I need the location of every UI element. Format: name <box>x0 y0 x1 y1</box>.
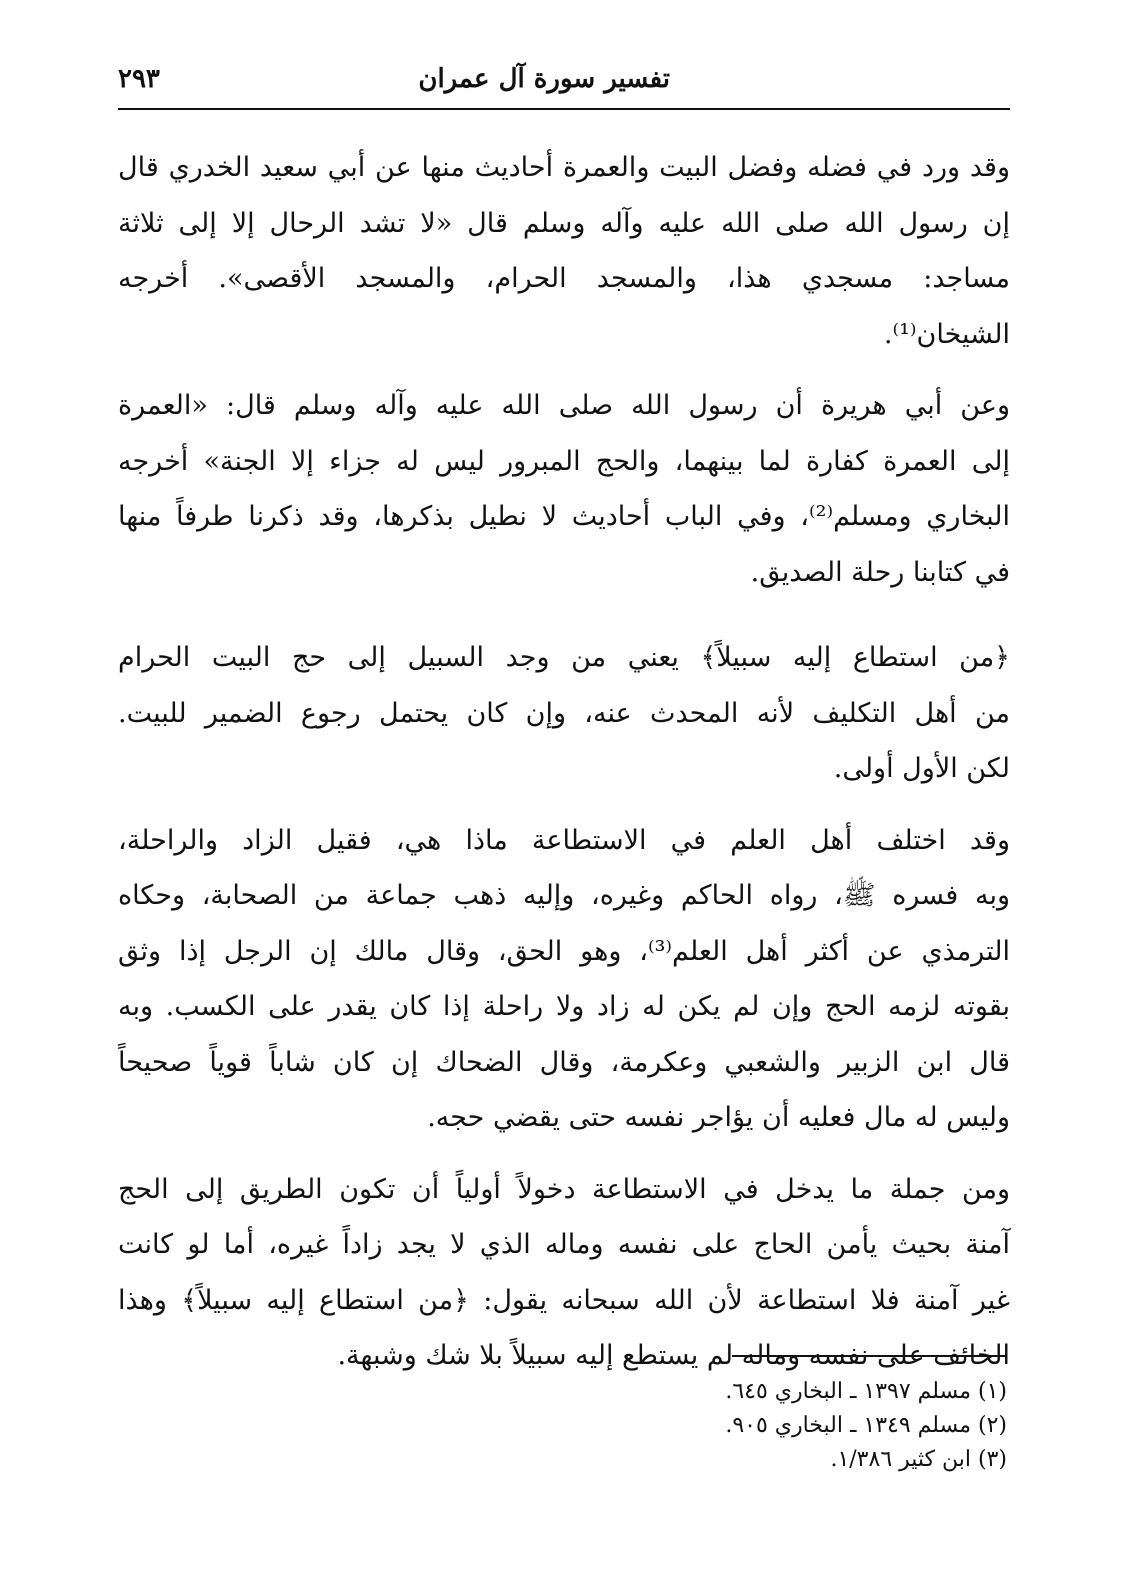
paragraph-3 <box>118 630 1010 797</box>
page-number: ٢٩٣ <box>118 64 160 94</box>
text-line: في كتابنا رحلة الصديق. <box>750 556 1010 588</box>
paragraph-1 <box>118 140 1010 362</box>
text-line: قال ابن الزبير والشعبي وعكرمة، وقال الضحاك إن كان شاباً قوياً صحيحاً <box>118 1046 1010 1078</box>
text-line: وقد ورد في فضله وفضل البيت والعمرة أحاديث منها عن أبي سعيد الخدري قال <box>118 152 1010 183</box>
text-line: ومن جملة ما يدخل في الاستطاعة دخولاً أولياً أن تكون الطريق إلى الحج <box>118 1173 1010 1205</box>
text-line: وليس له مال فعليه أن يؤاجر نفسه حتى يقضي حجه. <box>427 1102 1010 1133</box>
footnote-1: (١) مسلم ١٣٩٧ ـ البخاري ٦٤٥. <box>725 1379 1007 1404</box>
footnotes <box>507 1375 1007 1477</box>
text-line: إلى العمرة كفارة لما بينهما، والحج المبرور ليس له جزاء إلا الجنة» أخرجه <box>118 445 1010 477</box>
text-line: من أهل التكليف لأنه المحدث عنه، وإن كان يحتمل رجوع الضمير للبيت. <box>118 697 1010 729</box>
text-line: غير آمنة فلا استطاعة لأن الله سبحانه يقول: ﴿من استطاع إليه سبيلاً﴾ وهذا <box>118 1284 1010 1316</box>
main-text <box>118 140 1010 1400</box>
text-line: مساجد: مسجدي هذا، والمسجد الحرام، والمسجد الأقصى». أخرجه <box>118 263 1010 294</box>
paragraph-4 <box>118 813 1010 1146</box>
text-line: وعن أبي هريرة أن رسول الله صلى الله عليه وآله وسلم قال: «العمرة <box>118 390 1010 421</box>
footnote-2: (٢) مسلم ١٣٤٩ ـ البخاري ٩٠٥. <box>725 1413 1007 1438</box>
text-line: الترمذي عن أكثر أهل العلم⁽³⁾، وهو الحق، وقال مالك إن الرجل إذا وثق <box>118 935 1010 967</box>
text-line: إن رسول الله صلى الله عليه وآله وسلم قال «لا تشد الرحال إلا إلى ثلاثة <box>118 207 1010 239</box>
page-header <box>118 62 1010 110</box>
text-line: وقد اختلف أهل العلم في الاستطاعة ماذا هي، فقيل الزاد والراحلة، <box>118 824 1010 856</box>
running-title: تفسير سورة آل عمران <box>418 64 670 94</box>
text-line: لكن الأول أولى. <box>833 753 1010 784</box>
text-line: وبه فسره ﷺ، رواه الحاكم وغيره، وإليه ذهب جماعة من الصحابة، وحكاه <box>118 880 1010 911</box>
paragraph-5 <box>118 1162 1010 1384</box>
text-line: ﴿من استطاع إليه سبيلاً﴾ يعني من وجد السبيل إلى حج البيت الحرام <box>118 642 1010 673</box>
footnote-separator <box>732 1355 1007 1357</box>
text-line: البخاري ومسلم⁽²⁾، وفي الباب أحاديث لا نطيل بذكرها، وقد ذكرنا طرفاً منها <box>118 501 1010 532</box>
text-line: بقوته لزمه الحج وإن لم يكن له زاد ولا راحلة إذا كان يقدر على الكسب. وبه <box>118 991 1010 1022</box>
text-line: الخائف على نفسه وماله لم يستطع إليه سبيلاً بلا شك وشبهة. <box>337 1340 1010 1371</box>
paragraph-2 <box>118 378 1010 600</box>
footnote-3: (٣) ابن كثير ١/٣٨٦. <box>830 1447 1007 1472</box>
text-line: الشيخان⁽¹⁾. <box>883 318 1010 350</box>
text-line: آمنة بحيث يأمن الحاج على نفسه وماله الذي لا يجد زاداً غيره، أما لو كانت <box>118 1229 1010 1260</box>
